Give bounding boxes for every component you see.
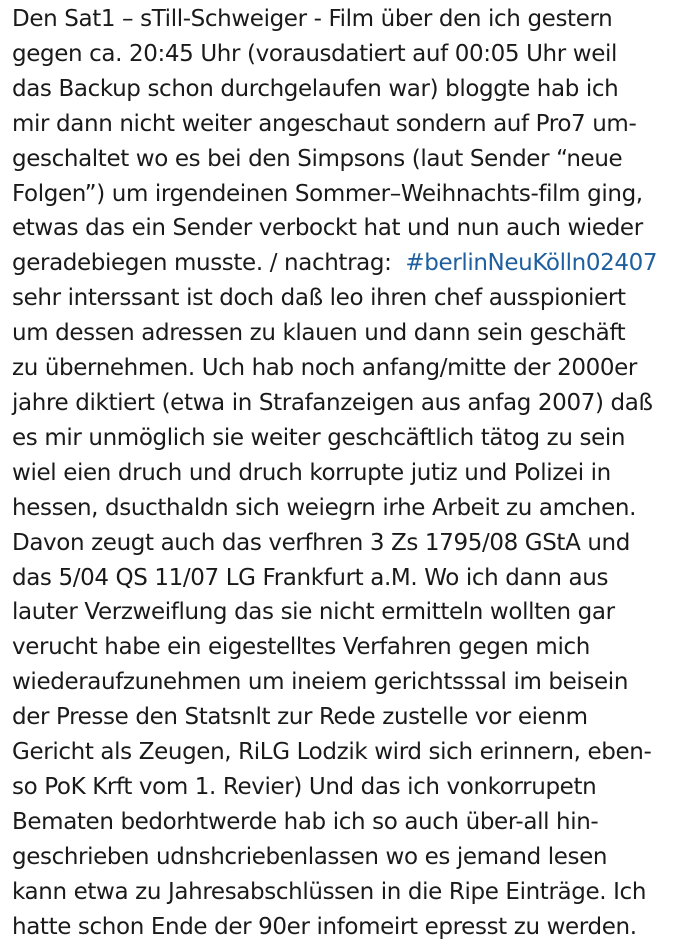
text-line: zu übernehmen. Uch hab noch anfang/mitte der 2000er: [12, 355, 637, 382]
text-line: kann etwa zu Jahresabschlüssen in die Ripe Einträge. Ich: [12, 878, 647, 905]
text-line: mir dann nicht weiter angeschaut sondern auf Pro7 um-: [12, 110, 637, 137]
text-line: der Presse den Statsnlt zur Rede zustelle vor eienm: [12, 704, 588, 731]
text-line: verucht habe ein eigestelltes Verfahren gegen mich: [12, 634, 590, 661]
document-body: [12, 2, 680, 944]
text-line: sehr interssant ist doch daß leo ihren chef ausspioniert: [12, 285, 626, 312]
hashtag-link[interactable]: #berlinNeuKölln02407: [405, 250, 658, 277]
text-line: das Backup schon durchgelaufen war) bloggte hab ich: [12, 75, 619, 102]
text-line: geschrieben udnshcriebenlassen wo es jemand lesen: [12, 843, 608, 870]
text-line-prefix: geradebiegen musste. / nachtrag:: [12, 250, 406, 277]
text-line: wiederaufzunehmen um ineiem gerichtsssal im beisein: [12, 669, 629, 696]
text-line: wiel eien druch und druch korrupte jutiz und Polizei in: [12, 459, 611, 486]
text-line: etwas das ein Sender verbockt hat und nun auch wieder: [12, 215, 643, 242]
text-line: hessen, dsucthaldn sich weiegrn irhe Arbeit zu amchen.: [12, 494, 637, 521]
text-line: um dessen adressen zu klauen und dann sein geschäft: [12, 320, 626, 347]
text-line: geschaltet wo es bei den Simpsons (laut Sender “neue: [12, 145, 623, 172]
text-line: Davon zeugt auch das verfhren 3 Zs 1795/08 GStA und: [12, 529, 630, 556]
text-line: gegen ca. 20:45 Uhr (vorausdatiert auf 00:05 Uhr weil: [12, 40, 618, 67]
text-line: so PoK Krft vom 1. Revier) Und das ich vonkorrupetn: [12, 773, 597, 800]
text-line: Gericht als Zeugen, RiLG Lodzik wird sich erinnern, eben-: [12, 739, 652, 766]
text-line-with-hashtag: [12, 246, 680, 281]
text-line: Bematen bedorhtwerde hab ich so auch über-all hin-: [12, 808, 599, 835]
text-line: lauter Verzweiflung das sie nicht ermitteln wollten gar: [12, 599, 615, 626]
text-line: Den Sat1 – sTill-Schweiger - Film über den ich gestern: [12, 6, 613, 32]
text-line: es mir unmöglich sie weiter geschcäftlich tätog zu sein: [12, 424, 626, 451]
text-line: jahre diktiert (etwa in Strafanzeigen aus anfag 2007) daß: [12, 389, 653, 416]
text-line: das 5/04 QS 11/07 LG Frankfurt a.M. Wo ich dann aus: [12, 564, 609, 591]
text-line: Folgen”) um irgendeinen Sommer–Weihnachts-film ging,: [12, 180, 643, 207]
text-line: hatte schon Ende der 90er infomeirt epresst zu werden.: [12, 913, 637, 940]
